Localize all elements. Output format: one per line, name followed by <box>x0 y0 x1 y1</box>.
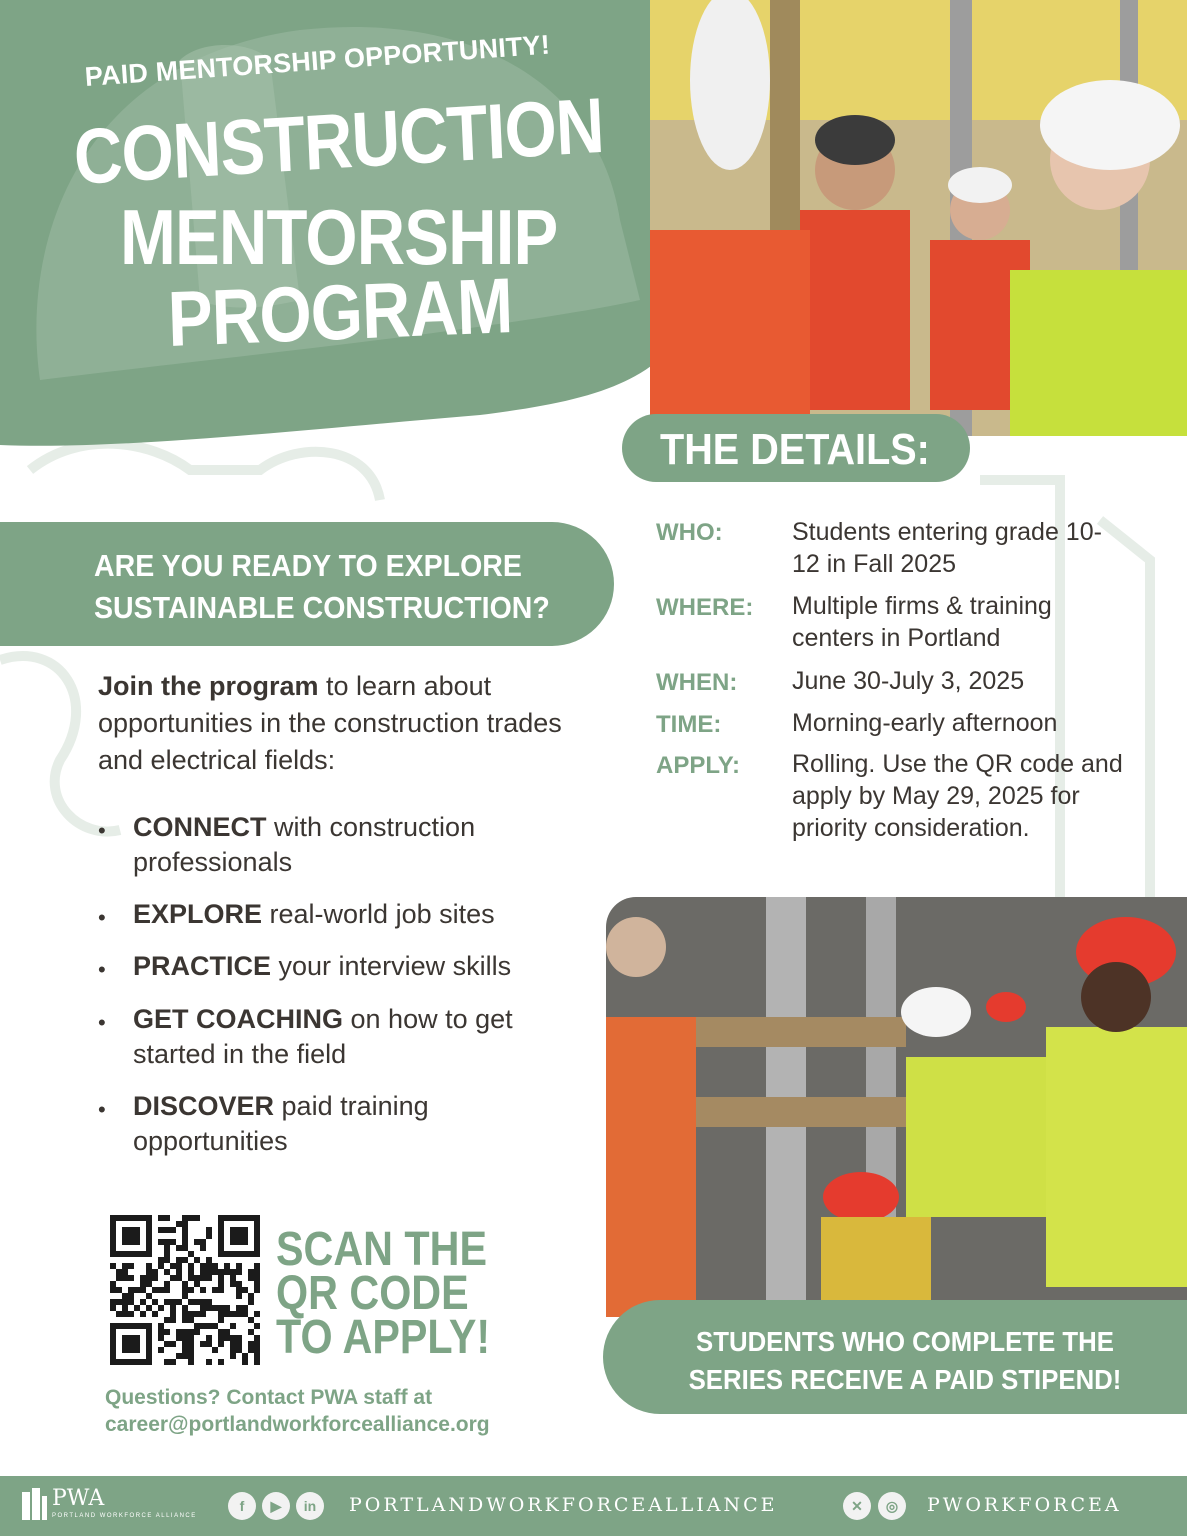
bullet-bold: EXPLORE <box>133 899 263 929</box>
detail-value-when: June 30-July 3, 2025 <box>792 667 1025 695</box>
bullet-practice <box>133 949 563 984</box>
intro-bold: Join the program <box>98 671 319 701</box>
bullet-bold: PRACTICE <box>133 951 272 981</box>
title-line-1: CONSTRUCTION <box>72 80 606 201</box>
linkedin-icon[interactable]: in <box>296 1492 324 1520</box>
bullet-dot: • <box>98 818 106 843</box>
intro-paragraph <box>98 668 578 779</box>
scan-line-1: SCAN THE <box>276 1223 487 1276</box>
title-line-2: MENTORSHIP <box>120 193 558 281</box>
stipend-line-1: STUDENTS WHO COMPLETE THE <box>696 1326 1114 1357</box>
bullet-rest: paid training opportunities <box>133 1091 429 1156</box>
instagram-icon[interactable]: ◎ <box>878 1492 906 1520</box>
bullet-discover <box>133 1089 563 1159</box>
explore-line-1: ARE YOU READY TO EXPLORE <box>94 548 522 583</box>
bullet-dot: • <box>98 1097 106 1122</box>
pwa-logo-subtext: PORTLAND WORKFORCE ALLIANCE <box>52 1513 197 1519</box>
bullet-explore <box>133 897 563 932</box>
contact-email-link[interactable]: career@portlandworkforcealliance.org <box>105 1413 490 1436</box>
scan-line-2: QR CODE <box>276 1267 469 1320</box>
photo-students-hard-hats <box>650 0 1187 436</box>
details-heading: THE DETAILS: <box>660 425 930 474</box>
bullet-rest: real-world job sites <box>262 899 495 929</box>
facebook-icon[interactable]: f <box>228 1492 256 1520</box>
pwa-logo-icon <box>20 1488 48 1522</box>
bullet-rest: on how to get started in the field <box>133 1004 513 1069</box>
bullet-bold: DISCOVER <box>133 1091 275 1121</box>
detail-label-apply: APPLY: <box>656 752 741 779</box>
bullet-get-coaching <box>133 1002 563 1072</box>
scan-line-3: TO APPLY! <box>276 1311 491 1364</box>
photo-students-jobsite <box>606 897 1187 1317</box>
explore-line-2: SUSTAINABLE CONSTRUCTION? <box>94 590 550 625</box>
footer-handle-right[interactable]: PWORKFORCEA <box>927 1494 1122 1516</box>
detail-value-where: Multiple firms & training centers in Portland <box>792 592 1052 652</box>
title-line-3: PROGRAM <box>166 261 514 363</box>
contact-line: Questions? Contact PWA staff at <box>105 1386 433 1409</box>
bullet-connect <box>133 810 563 880</box>
bullet-dot: • <box>98 905 106 930</box>
bullet-bold: GET COACHING <box>133 1004 344 1034</box>
stipend-line-2: SERIES RECEIVE A PAID STIPEND! <box>688 1364 1122 1395</box>
intro-rest: to learn about opportunities in the construction trades and electrical fields: <box>98 671 562 775</box>
footer-handle-left[interactable]: PORTLANDWORKFORCEALLIANCE <box>349 1494 778 1516</box>
x-icon[interactable]: ✕ <box>843 1492 871 1520</box>
detail-label-time: TIME: <box>656 711 722 738</box>
detail-label-where: WHERE: <box>656 594 754 621</box>
kicker-text: PAID MENTORSHIP OPPORTUNITY! <box>83 29 551 93</box>
bullet-bold: CONNECT <box>133 812 267 842</box>
explore-banner <box>0 522 614 646</box>
detail-value-apply: Rolling. Use the QR code and apply by May 29, 2025 for priority consideration. <box>792 750 1123 842</box>
pwa-logo-text: PWA <box>52 1486 105 1511</box>
bullet-rest: your interview skills <box>271 951 512 981</box>
bullet-dot: • <box>98 957 106 982</box>
youtube-icon[interactable]: ▶ <box>262 1492 290 1520</box>
detail-value-who: Students entering grade 10-12 in Fall 2025 <box>792 518 1102 578</box>
bullet-dot: • <box>98 1010 106 1035</box>
detail-label-who: WHO: <box>656 519 723 546</box>
detail-value-time: Morning-early afternoon <box>792 709 1058 737</box>
qr-code[interactable] <box>110 1215 260 1365</box>
bullet-rest: with construction professionals <box>133 812 476 877</box>
detail-label-when: WHEN: <box>656 669 738 696</box>
